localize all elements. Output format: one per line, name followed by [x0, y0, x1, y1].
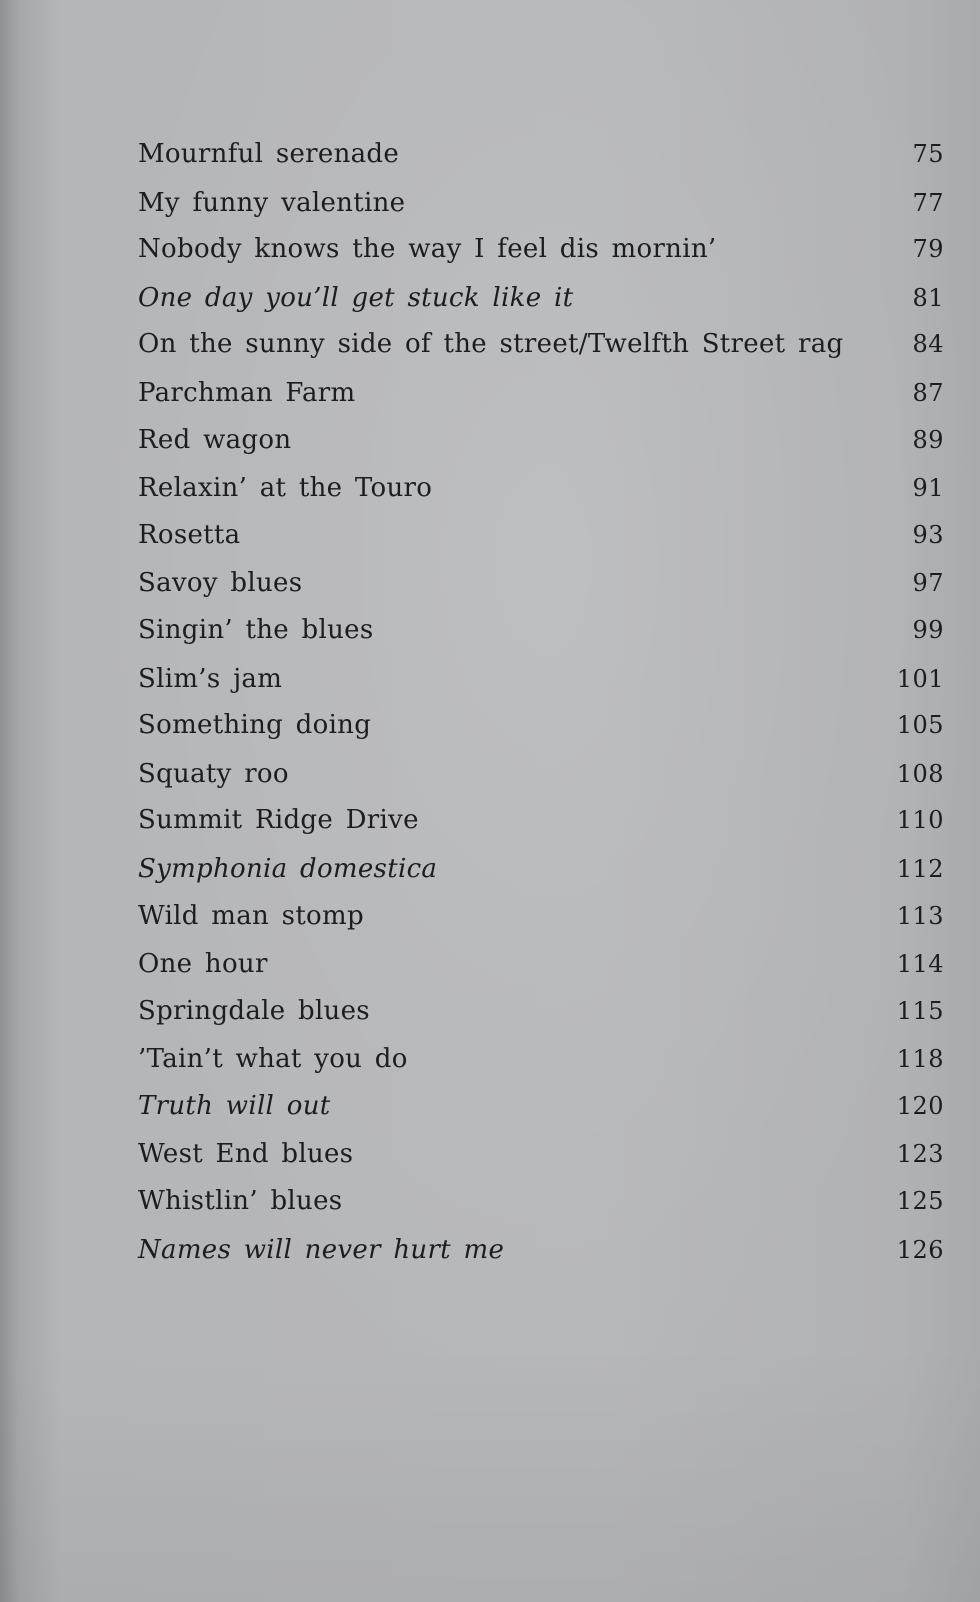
entry-title: ’Tain’t what you do: [138, 1044, 408, 1075]
entry-page-number: 108: [896, 759, 944, 788]
contents-entry: [138, 1131, 944, 1179]
entry-page-number: 114: [896, 950, 944, 979]
contents-entry: [138, 702, 944, 750]
contents-entry: [138, 275, 944, 323]
contents-entry: [138, 797, 944, 845]
entry-title: Whistlin’ blues: [138, 1186, 343, 1217]
entry-page-number: 112: [896, 854, 944, 883]
entry-page-number: 123: [896, 1140, 944, 1169]
entry-title: Singin’ the blues: [138, 614, 374, 645]
contents-entry: [138, 131, 944, 179]
entry-page-number: 126: [896, 1235, 944, 1264]
entry-page-number: 99: [912, 615, 944, 644]
entry-title: Savoy blues: [138, 568, 303, 599]
contents-entry: [138, 941, 944, 989]
entry-title: Wild man stomp: [138, 900, 364, 931]
entry-title: Springdale blues: [138, 995, 370, 1026]
entry-title: Slim’s jam: [138, 663, 283, 694]
contents-entry: [138, 417, 944, 465]
contents-entry: [138, 512, 944, 560]
entry-page-number: 110: [896, 806, 944, 835]
entry-title: Something doing: [138, 710, 372, 741]
entry-page-number: 115: [896, 996, 944, 1025]
entry-page-number: 118: [896, 1045, 944, 1074]
entry-title: Squaty roo: [138, 758, 289, 789]
contents-entry: [138, 988, 944, 1036]
entry-page-number: 79: [912, 235, 944, 264]
entry-page-number: 120: [896, 1091, 944, 1120]
contents-entry: [138, 1178, 944, 1226]
contents-entry: [138, 1227, 944, 1275]
entry-title: Symphonia domestica: [138, 853, 438, 884]
entry-page-number: 105: [896, 711, 944, 740]
entry-page-number: 101: [896, 664, 944, 693]
entry-title: Nobody knows the way I feel dis mornin’: [138, 234, 717, 265]
contents-list: [138, 132, 944, 1274]
contents-entry: [138, 1083, 944, 1131]
entry-page-number: 91: [912, 474, 944, 503]
contents-entry: [138, 180, 944, 228]
entry-title: Mournful serenade: [138, 139, 400, 169]
entry-page-number: 125: [896, 1187, 944, 1216]
entry-title: Rosetta: [138, 519, 241, 550]
contents-entry: [138, 321, 944, 369]
contents-entry: [138, 1036, 944, 1084]
entry-title: Red wagon: [138, 424, 292, 455]
contents-entry: [138, 226, 944, 274]
entry-page-number: 113: [896, 901, 944, 930]
entry-page-number: 97: [912, 569, 944, 598]
entry-title: One hour: [138, 949, 268, 980]
contents-entry: [138, 893, 944, 941]
entry-title: Parchman Farm: [138, 377, 356, 408]
entry-page-number: 87: [912, 378, 944, 407]
contents-entry: [138, 846, 944, 894]
contents-entry: [138, 607, 944, 655]
entry-title: On the sunny side of the street/Twelfth Street rag: [138, 329, 844, 360]
entry-title: Names will never hurt me: [138, 1234, 505, 1265]
entry-title: Summit Ridge Drive: [138, 805, 419, 836]
contents-entry: [138, 370, 944, 418]
contents-entry: [138, 465, 944, 513]
entry-page-number: 77: [912, 188, 944, 217]
entry-title: Truth will out: [138, 1090, 331, 1121]
entry-page-number: 89: [912, 425, 944, 454]
contents-entry: [138, 560, 944, 608]
entry-title: West End blues: [138, 1139, 354, 1170]
entry-page-number: 81: [912, 283, 944, 312]
entry-page-number: 93: [912, 520, 944, 549]
contents-entry: [138, 751, 944, 799]
entry-page-number: 75: [912, 140, 944, 168]
contents-entry: [138, 656, 944, 704]
entry-title: One day you’ll get stuck like it: [138, 282, 574, 313]
entry-title: Relaxin’ at the Touro: [138, 473, 433, 504]
entry-page-number: 84: [912, 330, 944, 359]
entry-title: My funny valentine: [138, 187, 406, 218]
